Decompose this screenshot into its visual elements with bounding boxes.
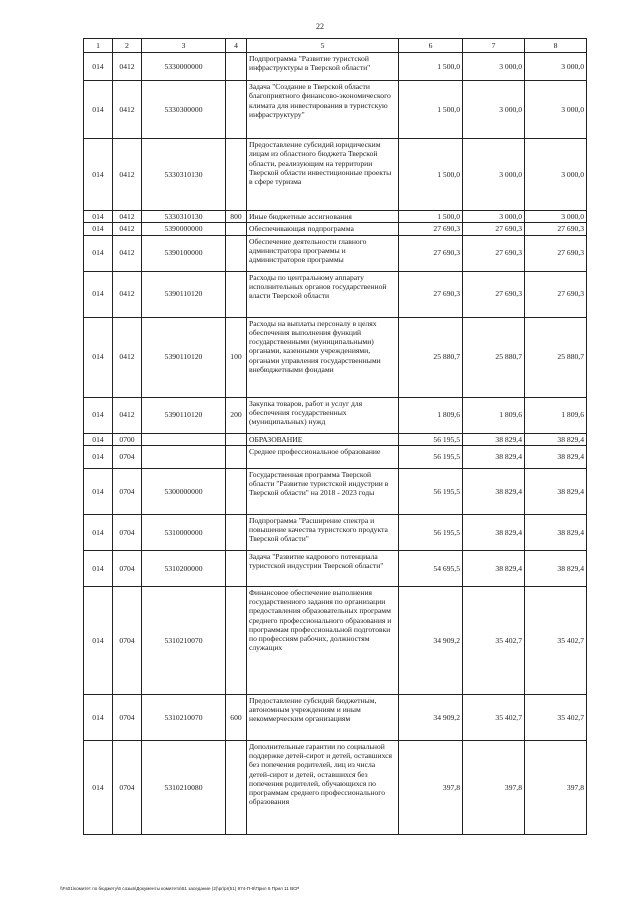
table-row <box>84 397 587 433</box>
table-row <box>84 586 587 694</box>
cell-target-article: 5310210070 <box>142 586 226 694</box>
cell-chapter: 014 <box>84 211 113 223</box>
cell-section: 0704 <box>113 468 142 514</box>
cell-amount-year3: 27 690,3 <box>525 235 587 271</box>
cell-expense-type: 100 <box>226 317 247 397</box>
cell-target-article: 5310210080 <box>142 740 226 834</box>
cell-amount-year3: 3 000,0 <box>525 211 587 223</box>
cell-name: Предоставление субсидий юридическим лицам из областного бюджета Тверской области, реализующим на территории Тверской области инвестиционные проекты в сфере туризма <box>247 139 399 211</box>
cell-amount-year1: 56 195,5 <box>399 433 463 445</box>
cell-name: Закупка товаров, работ и услуг для обеспечения государственных (муниципальных) нужд <box>247 397 399 433</box>
cell-section: 0412 <box>113 271 142 317</box>
cell-amount-year2: 397,8 <box>463 740 525 834</box>
cell-amount-year1: 25 880,7 <box>399 317 463 397</box>
cell-chapter: 014 <box>84 445 113 468</box>
cell-name: Расходы на выплаты персоналу в целях обеспечения выполнения функций государственными (муниципальными) органами, казенными учреждениями, органами управления государственными внебюджетными фондами <box>247 317 399 397</box>
cell-amount-year1: 1 500,0 <box>399 211 463 223</box>
cell-amount-year3: 397,8 <box>525 740 587 834</box>
cell-name: Задача "Развитие кадрового потенциала туристской индустрии Тверской области" <box>247 550 399 586</box>
cell-expense-type <box>226 53 247 81</box>
cell-amount-year1: 1 500,0 <box>399 53 463 81</box>
cell-name: Подпрограмма "Расширение спектра и повышение качества туристского продукта Тверской области" <box>247 514 399 550</box>
cell-amount-year2: 3 000,0 <box>463 81 525 139</box>
cell-amount-year2: 27 690,3 <box>463 223 525 235</box>
cell-amount-year3: 38 829,4 <box>525 514 587 550</box>
table-row <box>84 433 587 445</box>
cell-chapter: 014 <box>84 586 113 694</box>
cell-name: ОБРАЗОВАНИЕ <box>247 433 399 445</box>
cell-name: Задача "Создание в Тверской области благоприятного финансово-экономического климата для инвестирования в туристскую инфраструктуру" <box>247 81 399 139</box>
cell-expense-type <box>226 139 247 211</box>
table-row <box>84 81 587 139</box>
page-number: 22 <box>316 22 324 31</box>
cell-chapter: 014 <box>84 235 113 271</box>
cell-section: 0704 <box>113 514 142 550</box>
table-row <box>84 550 587 586</box>
cell-section: 0412 <box>113 139 142 211</box>
cell-expense-type: 200 <box>226 397 247 433</box>
table-row <box>84 740 587 834</box>
cell-amount-year1: 56 195,5 <box>399 468 463 514</box>
cell-amount-year1: 34 909,2 <box>399 694 463 740</box>
cell-amount-year2: 3 000,0 <box>463 211 525 223</box>
column-header: 2 <box>113 39 142 53</box>
table-row <box>84 468 587 514</box>
cell-section: 0704 <box>113 740 142 834</box>
cell-section: 0412 <box>113 81 142 139</box>
cell-name: Среднее профессиональное образование <box>247 445 399 468</box>
cell-target-article <box>142 433 226 445</box>
cell-target-article: 5330310130 <box>142 139 226 211</box>
cell-amount-year1: 1 500,0 <box>399 81 463 139</box>
column-header: 7 <box>463 39 525 53</box>
cell-amount-year3: 27 690,3 <box>525 271 587 317</box>
cell-expense-type <box>226 740 247 834</box>
column-header: 8 <box>525 39 587 53</box>
cell-target-article: 5390000000 <box>142 223 226 235</box>
column-header: 4 <box>226 39 247 53</box>
cell-amount-year1: 397,8 <box>399 740 463 834</box>
cell-amount-year2: 38 829,4 <box>463 433 525 445</box>
cell-amount-year2: 38 829,4 <box>463 514 525 550</box>
cell-expense-type <box>226 550 247 586</box>
cell-section: 0704 <box>113 586 142 694</box>
cell-amount-year1: 27 690,3 <box>399 235 463 271</box>
column-header: 6 <box>399 39 463 53</box>
table-row <box>84 271 587 317</box>
cell-chapter: 014 <box>84 694 113 740</box>
cell-chapter: 014 <box>84 81 113 139</box>
cell-section: 0412 <box>113 397 142 433</box>
cell-expense-type: 600 <box>226 694 247 740</box>
cell-name: Иные бюджетные ассигнования <box>247 211 399 223</box>
column-header: 5 <box>247 39 399 53</box>
cell-amount-year2: 35 402,7 <box>463 586 525 694</box>
cell-amount-year2: 38 829,4 <box>463 550 525 586</box>
cell-name: Обеспечение деятельности главного администратора программы и администраторов программы <box>247 235 399 271</box>
cell-chapter: 014 <box>84 53 113 81</box>
cell-chapter: 014 <box>84 468 113 514</box>
budget-table <box>83 38 587 835</box>
cell-section: 0704 <box>113 694 142 740</box>
cell-chapter: 014 <box>84 223 113 235</box>
cell-name: Дополнительные гарантии по социальной поддержке детей-сирот и детей, оставшихся без попечения родителей, лиц из числа детей-сирот и детей, оставшихся без попечения родителей, обучающихся по программам среднего профессионального образования <box>247 740 399 834</box>
table-header-row <box>84 39 587 53</box>
cell-amount-year3: 25 880,7 <box>525 317 587 397</box>
cell-amount-year3: 38 829,4 <box>525 550 587 586</box>
file-path-footer: \\Fs01\комитет по бюджету\6 созыв\Документы комитета\51 заседание (2)\pr\pr(51) 974-П-6\Прил 6 Прил 11 ВСР <box>60 886 300 891</box>
cell-amount-year3: 38 829,4 <box>525 433 587 445</box>
cell-target-article: 5330300000 <box>142 81 226 139</box>
cell-target-article: 5390100000 <box>142 235 226 271</box>
cell-chapter: 014 <box>84 550 113 586</box>
cell-expense-type <box>226 468 247 514</box>
cell-amount-year1: 27 690,3 <box>399 271 463 317</box>
cell-amount-year2: 27 690,3 <box>463 235 525 271</box>
cell-section: 0412 <box>113 53 142 81</box>
cell-chapter: 014 <box>84 317 113 397</box>
cell-target-article: 5310210070 <box>142 694 226 740</box>
cell-section: 0704 <box>113 550 142 586</box>
cell-amount-year3: 27 690,3 <box>525 223 587 235</box>
cell-target-article: 5310000000 <box>142 514 226 550</box>
cell-chapter: 014 <box>84 139 113 211</box>
table-row <box>84 223 587 235</box>
cell-section: 0412 <box>113 223 142 235</box>
table-row <box>84 211 587 223</box>
cell-amount-year3: 38 829,4 <box>525 445 587 468</box>
cell-name: Государственная программа Тверской области "Развитие туристской индустрии в Тверской области" на 2018 - 2023 годы <box>247 468 399 514</box>
cell-target-article: 5390110120 <box>142 397 226 433</box>
cell-name: Подпрограмма "Развитие туристской инфраструктуры в Тверской области" <box>247 53 399 81</box>
cell-amount-year1: 56 195,5 <box>399 514 463 550</box>
cell-expense-type <box>226 586 247 694</box>
cell-expense-type <box>226 433 247 445</box>
cell-chapter: 014 <box>84 433 113 445</box>
table-row <box>84 139 587 211</box>
cell-amount-year2: 1 809,6 <box>463 397 525 433</box>
cell-expense-type <box>226 514 247 550</box>
cell-expense-type <box>226 445 247 468</box>
cell-section: 0412 <box>113 211 142 223</box>
table-row <box>84 694 587 740</box>
cell-target-article: 5330000000 <box>142 53 226 81</box>
cell-amount-year2: 27 690,3 <box>463 271 525 317</box>
cell-amount-year3: 35 402,7 <box>525 694 587 740</box>
cell-amount-year3: 3 000,0 <box>525 139 587 211</box>
cell-amount-year1: 54 695,5 <box>399 550 463 586</box>
cell-expense-type <box>226 235 247 271</box>
cell-target-article: 5390110120 <box>142 317 226 397</box>
cell-section: 0700 <box>113 433 142 445</box>
cell-amount-year2: 3 000,0 <box>463 53 525 81</box>
cell-amount-year1: 34 909,2 <box>399 586 463 694</box>
table-row <box>84 53 587 81</box>
table-row <box>84 317 587 397</box>
cell-name: Расходы по центральному аппарату исполнительных органов государственной власти Тверской области <box>247 271 399 317</box>
cell-expense-type <box>226 223 247 235</box>
cell-expense-type: 800 <box>226 211 247 223</box>
cell-chapter: 014 <box>84 397 113 433</box>
cell-section: 0412 <box>113 235 142 271</box>
column-header: 3 <box>142 39 226 53</box>
cell-target-article: 5300000000 <box>142 468 226 514</box>
cell-target-article: 5390110120 <box>142 271 226 317</box>
table-row <box>84 445 587 468</box>
cell-section: 0412 <box>113 317 142 397</box>
cell-amount-year1: 56 195,5 <box>399 445 463 468</box>
cell-amount-year3: 1 809,6 <box>525 397 587 433</box>
cell-target-article <box>142 445 226 468</box>
cell-amount-year3: 35 402,7 <box>525 586 587 694</box>
cell-target-article: 5330310130 <box>142 211 226 223</box>
cell-amount-year2: 3 000,0 <box>463 139 525 211</box>
cell-amount-year3: 3 000,0 <box>525 53 587 81</box>
cell-amount-year2: 35 402,7 <box>463 694 525 740</box>
cell-expense-type <box>226 81 247 139</box>
cell-amount-year2: 38 829,4 <box>463 445 525 468</box>
table-row <box>84 235 587 271</box>
table-row <box>84 514 587 550</box>
cell-name: Обеспечивающая подпрограмма <box>247 223 399 235</box>
cell-amount-year1: 1 809,6 <box>399 397 463 433</box>
cell-amount-year1: 1 500,0 <box>399 139 463 211</box>
cell-target-article: 5310200000 <box>142 550 226 586</box>
cell-amount-year2: 38 829,4 <box>463 468 525 514</box>
cell-name: Предоставление субсидий бюджетным, автономным учреждениям и иным некоммерческим организациям <box>247 694 399 740</box>
cell-amount-year3: 38 829,4 <box>525 468 587 514</box>
cell-chapter: 014 <box>84 740 113 834</box>
cell-amount-year1: 27 690,3 <box>399 223 463 235</box>
cell-name: Финансовое обеспечение выполнения государственного задания по организации предоставления образовательных программ среднего профессионального образования и программам профессиональной подготовки по профессиям рабочих, должностям служащих <box>247 586 399 694</box>
cell-chapter: 014 <box>84 271 113 317</box>
cell-section: 0704 <box>113 445 142 468</box>
cell-chapter: 014 <box>84 514 113 550</box>
cell-expense-type <box>226 271 247 317</box>
column-header: 1 <box>84 39 113 53</box>
cell-amount-year3: 3 000,0 <box>525 81 587 139</box>
cell-amount-year2: 25 880,7 <box>463 317 525 397</box>
